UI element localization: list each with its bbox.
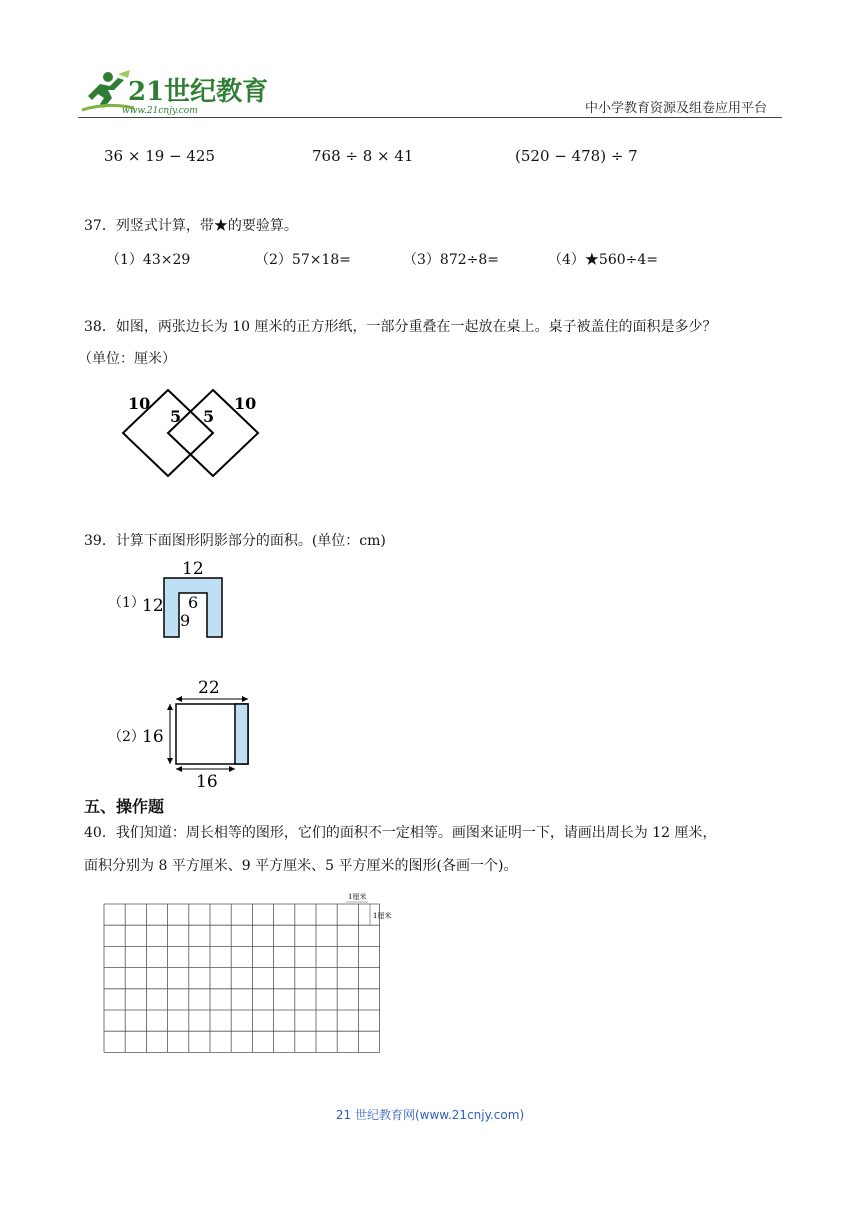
q37-item-4: （4）★560÷4= (548, 252, 658, 268)
logo-url: www.21cnjy.com (122, 106, 198, 116)
q39-fig2-figure (140, 676, 260, 795)
q37-item-1: （1）43×29 (106, 252, 191, 268)
q38-line-2: （单位：厘米） (78, 351, 176, 367)
runner-icon (82, 70, 134, 110)
q38-label-left-10: 10 (128, 394, 151, 413)
q40-grid (100, 886, 400, 1060)
header-platform-text: 中小学教育资源及组卷应用平台 (585, 101, 768, 116)
expression-3: (520 − 478) ÷ 7 (515, 147, 638, 165)
expression-2: 768 ÷ 8 × 41 (312, 147, 414, 165)
q38-label-left-5: 5 (170, 407, 182, 426)
q39-fig2-left-label: 16 (142, 727, 164, 747)
q37-title: 37．列竖式计算，带★的要验算。 (84, 218, 298, 234)
header-divider (78, 117, 782, 118)
q39-title: 39．计算下面图形阴影部分的面积。(单位：cm) (84, 533, 386, 549)
q39-fig1-top-label: 12 (182, 559, 204, 579)
q39-fig2-label: （2） (108, 729, 145, 745)
q38-line-1: 38．如图，两张边长为 10 厘米的正方形纸，一部分重叠在一起放在桌上。桌子被盖住的面积是多少？ (84, 319, 717, 335)
q37-item-3: （3）872÷8= (403, 252, 499, 268)
q39-fig1-figure (140, 558, 230, 644)
q38-label-right-5: 5 (203, 407, 215, 426)
footer-text: 21 世纪教育网(www.21cnjy.com) (335, 1108, 525, 1122)
q39-fig2-bottom-label: 16 (196, 772, 218, 792)
q39-fig1-label: （1） (108, 595, 145, 611)
q38-overlap-figure (118, 385, 278, 489)
section-5-title: 五、操作题 (84, 797, 165, 816)
q40-line-1: 40．我们知道：周长相等的图形，它们的面积不一定相等。画图来证明一下，请画出周长为 12 厘米， (84, 825, 717, 841)
q40-unit-side: 1厘米 (373, 912, 392, 920)
expression-1: 36 × 19 − 425 (104, 147, 216, 165)
q37-item-2: （2）57×18= (255, 252, 351, 268)
q38-label-right-10: 10 (234, 394, 257, 413)
q40-unit-top: 1厘米 (348, 893, 367, 901)
q39-fig1-inner-height-label: 9 (180, 611, 191, 630)
logo (78, 68, 269, 116)
q40-line-2: 面积分别为 8 平方厘米、9 平方厘米、5 平方厘米的图形(各画一个)。 (84, 858, 518, 874)
q39-fig2-top-label: 22 (198, 678, 220, 698)
logo-text: 21世纪教育 (128, 77, 269, 107)
q39-fig1-left-label: 12 (142, 596, 164, 616)
q39-fig1-inner-width-label: 6 (188, 593, 199, 612)
